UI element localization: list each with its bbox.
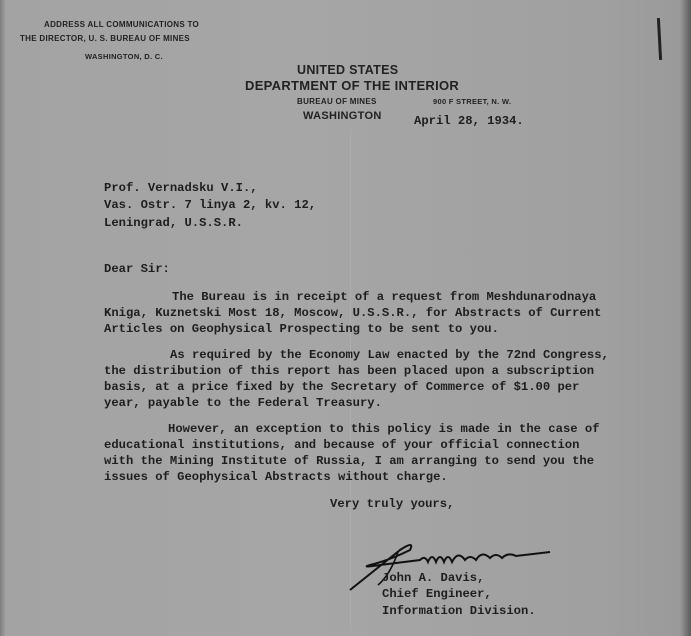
signature-name: John A. Davis, bbox=[382, 571, 485, 585]
margin-mark bbox=[657, 18, 662, 60]
letterhead-city: WASHINGTON bbox=[303, 110, 382, 122]
closing: Very truly yours, bbox=[330, 497, 455, 511]
recipient-line: Prof. Vernadsku V.I., bbox=[104, 181, 258, 195]
paragraph-line: The Bureau is in receipt of a request from Meshdunarodnaya bbox=[172, 290, 597, 304]
paragraph-line: basis, at a price fixed by the Secretary of Commerce of $1.00 per bbox=[104, 380, 580, 394]
letterhead-agency-line2: DEPARTMENT OF THE INTERIOR bbox=[245, 78, 460, 93]
recipient-line: Vas. Ostr. 7 linya 2, kv. 12, bbox=[104, 198, 317, 212]
paragraph-line: issues of Geophysical Abstracts without charge. bbox=[104, 470, 448, 484]
recipient-line: Leningrad, U.S.S.R. bbox=[104, 216, 243, 230]
signature-division: Information Division. bbox=[382, 604, 536, 618]
paragraph-line: However, an exception to this policy is made in the case of bbox=[168, 422, 600, 436]
signature-title: Chief Engineer, bbox=[382, 587, 492, 601]
paragraph-line: As required by the Economy Law enacted by the 72nd Congress, bbox=[170, 348, 609, 362]
letterhead-agency-line1: UNITED STATES bbox=[297, 63, 399, 77]
paragraph-line: the distribution of this report has been placed upon a subscription bbox=[104, 364, 595, 378]
letterhead-address-line1: ADDRESS ALL COMMUNICATIONS TO bbox=[44, 20, 200, 29]
paragraph-line: educational institutions, and because of your official connection bbox=[104, 438, 580, 452]
paragraph-line: year, payable to the Federal Treasury. bbox=[104, 396, 382, 410]
salutation: Dear Sir: bbox=[104, 262, 170, 276]
letterhead-address-line2: THE DIRECTOR, U. S. BUREAU OF MINES bbox=[20, 34, 190, 43]
letter-date: April 28, 1934. bbox=[414, 114, 524, 128]
paragraph-line: with the Mining Institute of Russia, I am arranging to send you the bbox=[104, 454, 595, 468]
letterhead-street: 900 F STREET, N. W. bbox=[433, 97, 512, 106]
paragraph-line: Articles on Geophysical Prospecting to be sent to you. bbox=[104, 322, 499, 336]
letterhead-bureau: BUREAU OF MINES bbox=[297, 97, 377, 106]
letterhead-address-line3: WASHINGTON, D. C. bbox=[85, 52, 163, 61]
paragraph-line: Kniga, Kuznetski Most 18, Moscow, U.S.S.R., for Abstracts of Current bbox=[104, 306, 602, 320]
